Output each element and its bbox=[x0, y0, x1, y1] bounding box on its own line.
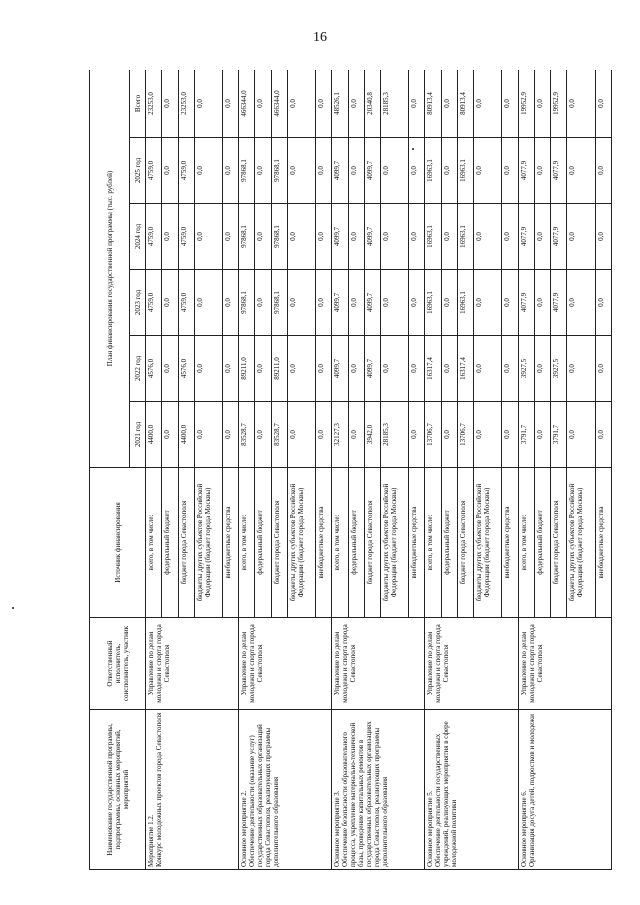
year-value-cell: 4099,7 bbox=[364, 138, 380, 204]
funding-source: бюджеты других субъектов Российской Федерации (бюджет города Москвы) bbox=[194, 468, 222, 618]
total-cell: 80913,4 bbox=[425, 70, 441, 138]
year-value-cell: 0,0 bbox=[348, 336, 364, 402]
year-value-cell: 0,0 bbox=[162, 336, 178, 402]
year-value-cell: 4099,7 bbox=[364, 336, 380, 402]
year-value-cell: 0,0 bbox=[381, 138, 409, 204]
funding-source: бюджет города Севастополя bbox=[271, 468, 287, 618]
total-cell: 0,0 bbox=[255, 70, 271, 138]
year-value-cell: 0,0 bbox=[316, 138, 332, 204]
total-cell: 0,0 bbox=[502, 70, 518, 138]
year-value-cell: 97868,1 bbox=[271, 138, 287, 204]
total-cell: 0,0 bbox=[409, 70, 425, 138]
year-value-cell: 97868,1 bbox=[271, 270, 287, 336]
year-value-cell: 4759,0 bbox=[178, 204, 194, 270]
year-value-cell: 83528,7 bbox=[271, 402, 287, 468]
year-value-cell: 4576,0 bbox=[146, 336, 162, 402]
year-value-cell: 0,0 bbox=[316, 204, 332, 270]
year-value-cell: 0,0 bbox=[474, 270, 502, 336]
funding-source: федеральный бюджет bbox=[534, 468, 550, 618]
total-cell: 0,0 bbox=[595, 70, 611, 138]
year-value-cell: 0,0 bbox=[441, 336, 457, 402]
funding-source: внебюджетные средства bbox=[222, 468, 238, 618]
year-value-cell: 16963,1 bbox=[425, 138, 441, 204]
year-value-cell: 4759,0 bbox=[146, 270, 162, 336]
year-value-cell: 0,0 bbox=[595, 138, 611, 204]
header-year: 2022 год bbox=[130, 336, 146, 402]
year-value-cell: 0,0 bbox=[502, 204, 518, 270]
year-value-cell: 0,0 bbox=[534, 270, 550, 336]
year-value-cell: 28185,3 bbox=[381, 402, 409, 468]
year-value-cell: 4099,7 bbox=[332, 204, 348, 270]
year-value-cell: 0,0 bbox=[348, 204, 364, 270]
activity-name: Основное мероприятие 6. Организация досуга детей, подростков и молодежи bbox=[518, 710, 611, 870]
year-value-cell: 4077,9 bbox=[551, 204, 567, 270]
year-value-cell: 0,0 bbox=[162, 270, 178, 336]
table-row bbox=[518, 70, 534, 870]
year-value-cell: 0,0 bbox=[595, 204, 611, 270]
funding-source: бюджеты других субъектов Российской Федерации (бюджет города Москвы) bbox=[287, 468, 315, 618]
year-value-cell: 0,0 bbox=[255, 138, 271, 204]
year-value-cell: 16317,4 bbox=[458, 336, 474, 402]
activity-name: Основное мероприятие 5. Обеспечение деятельности государственных учреждений, реализующих мероприятия в сфере молодежной политики bbox=[425, 710, 518, 870]
funding-source: бюджет города Севастополя bbox=[458, 468, 474, 618]
year-value-cell: 0,0 bbox=[567, 204, 595, 270]
year-value-cell: 0,0 bbox=[222, 402, 238, 468]
year-value-cell: 0,0 bbox=[162, 204, 178, 270]
total-cell: 0,0 bbox=[567, 70, 595, 138]
funding-source: бюджет города Севастополя bbox=[364, 468, 380, 618]
year-value-cell: 0,0 bbox=[502, 402, 518, 468]
year-value-cell: 0,0 bbox=[441, 204, 457, 270]
responsible-executor: Управление по делам молодежи и спорта города Севастополя bbox=[332, 618, 425, 710]
year-value-cell: 16963,1 bbox=[458, 270, 474, 336]
total-cell: 466344,0 bbox=[271, 70, 287, 138]
total-cell: 19952,9 bbox=[551, 70, 567, 138]
table-row bbox=[239, 70, 255, 870]
year-value-cell: 89211,0 bbox=[271, 336, 287, 402]
year-value-cell: 0,0 bbox=[409, 270, 425, 336]
year-value-cell: 0,0 bbox=[567, 336, 595, 402]
year-value-cell: 0,0 bbox=[441, 402, 457, 468]
year-value-cell: 4759,0 bbox=[178, 138, 194, 204]
funding-source: бюджет города Севастополя bbox=[178, 468, 194, 618]
year-value-cell: 0,0 bbox=[348, 138, 364, 204]
year-value-cell: 97868,1 bbox=[271, 204, 287, 270]
year-value-cell: 32127,3 bbox=[332, 402, 348, 468]
year-value-cell: 0,0 bbox=[316, 402, 332, 468]
year-value-cell: 0,0 bbox=[534, 138, 550, 204]
total-cell: 0,0 bbox=[287, 70, 315, 138]
funding-source: внебюджетные средства bbox=[595, 468, 611, 618]
year-value-cell: 0,0 bbox=[194, 270, 222, 336]
year-value-cell: 0,0 bbox=[287, 204, 315, 270]
funding-source: всего, в том числе: bbox=[332, 468, 348, 618]
year-value-cell: 0,0 bbox=[502, 138, 518, 204]
funding-source: бюджеты других субъектов Российской Федерации (бюджет города Москвы) bbox=[567, 468, 595, 618]
year-value-cell: 4077,9 bbox=[518, 270, 534, 336]
year-value-cell: 4759,0 bbox=[178, 270, 194, 336]
activity-name: Мероприятие 1.2. Конкурс молодежных проектов города Севастополя bbox=[146, 710, 239, 870]
rotated-table-wrapper bbox=[89, 70, 612, 870]
year-value-cell: 0,0 bbox=[194, 336, 222, 402]
year-value-cell: 0,0 bbox=[409, 204, 425, 270]
header-plan: План финансирования государственной программы (тыс. рублей) bbox=[90, 70, 130, 468]
year-value-cell: 0,0 bbox=[222, 336, 238, 402]
year-value-cell: 0,0 bbox=[595, 402, 611, 468]
year-value-cell: 0,0 bbox=[287, 270, 315, 336]
total-cell: 80913,4 bbox=[458, 70, 474, 138]
funding-source: федеральный бюджет bbox=[348, 468, 364, 618]
year-value-cell: 0,0 bbox=[474, 138, 502, 204]
funding-source: федеральный бюджет bbox=[255, 468, 271, 618]
activity-name: Основное мероприятие 2. Обеспечение деятельности (оказание услуг) государственных образовательных организаций города Севастополя, реализующих программы дополнительного образования bbox=[239, 710, 332, 870]
year-value-cell: 0,0 bbox=[409, 336, 425, 402]
funding-source: внебюджетные средства bbox=[502, 468, 518, 618]
funding-source: всего, в том числе: bbox=[146, 468, 162, 618]
year-value-cell: 4077,9 bbox=[551, 138, 567, 204]
year-value-cell: 0,0 bbox=[381, 270, 409, 336]
year-value-cell: 16963,1 bbox=[425, 270, 441, 336]
year-value-cell: 89211,0 bbox=[239, 336, 255, 402]
year-value-cell: 4400,0 bbox=[146, 402, 162, 468]
year-value-cell: 4576,0 bbox=[178, 336, 194, 402]
funding-source: внебюджетные средства bbox=[409, 468, 425, 618]
year-value-cell: 0,0 bbox=[255, 402, 271, 468]
year-value-cell: 4400,0 bbox=[178, 402, 194, 468]
year-value-cell: 13706,7 bbox=[425, 402, 441, 468]
year-value-cell: 83528,7 bbox=[239, 402, 255, 468]
total-cell: 0,0 bbox=[222, 70, 238, 138]
header-name: Наименование государственной программы, подпрограммы, основных мероприятий, мероприятий bbox=[90, 710, 146, 870]
funding-source: федеральный бюджет bbox=[441, 468, 457, 618]
total-cell: 28185,3 bbox=[381, 70, 409, 138]
year-value-cell: 0,0 bbox=[222, 138, 238, 204]
year-value-cell: 0,0 bbox=[287, 336, 315, 402]
year-value-cell: 0,0 bbox=[409, 402, 425, 468]
year-value-cell: 0,0 bbox=[381, 336, 409, 402]
year-value-cell: 0,0 bbox=[409, 138, 425, 204]
year-value-cell: 0,0 bbox=[567, 138, 595, 204]
year-value-cell: 0,0 bbox=[287, 402, 315, 468]
header-year: 2023 год bbox=[130, 270, 146, 336]
header-source: Источник финансирования bbox=[90, 468, 146, 618]
year-value-cell: 16963,1 bbox=[458, 204, 474, 270]
year-value-cell: 0,0 bbox=[316, 336, 332, 402]
year-value-cell: 0,0 bbox=[348, 270, 364, 336]
year-value-cell: 3927,5 bbox=[551, 336, 567, 402]
year-value-cell: 16963,1 bbox=[425, 204, 441, 270]
total-cell: 0,0 bbox=[162, 70, 178, 138]
year-value-cell: 0,0 bbox=[567, 402, 595, 468]
total-cell: 0,0 bbox=[316, 70, 332, 138]
responsible-executor: Управление по делам молодежи и спорта города Севастополя bbox=[146, 618, 239, 710]
total-cell: 0,0 bbox=[441, 70, 457, 138]
total-cell: 466344,0 bbox=[239, 70, 255, 138]
year-value-cell: 0,0 bbox=[194, 402, 222, 468]
year-value-cell: 4077,9 bbox=[518, 138, 534, 204]
funding-source: федеральный бюджет bbox=[162, 468, 178, 618]
year-value-cell: 0,0 bbox=[255, 270, 271, 336]
year-value-cell: 0,0 bbox=[255, 336, 271, 402]
document-page bbox=[89, 70, 612, 870]
year-value-cell: 0,0 bbox=[474, 336, 502, 402]
year-value-cell: 4099,7 bbox=[332, 336, 348, 402]
funding-source: всего, в том числе: bbox=[425, 468, 441, 618]
year-value-cell: 0,0 bbox=[381, 204, 409, 270]
year-value-cell: 0,0 bbox=[441, 270, 457, 336]
activity-name: Основное мероприятие 3. Обеспечение безопасности образовательного процесса, укрепление материально-технической базы, проведение капитальных ремонтов в государственных образовательных организациях города Севастополя, реализующих программы дополнительного образования bbox=[332, 710, 425, 870]
year-value-cell: 0,0 bbox=[222, 204, 238, 270]
year-value-cell: 97868,1 bbox=[239, 138, 255, 204]
year-value-cell: 13706,7 bbox=[458, 402, 474, 468]
header-responsible: Ответственный исполнитель, соисполнитель, участник bbox=[90, 618, 146, 710]
total-cell: 0,0 bbox=[534, 70, 550, 138]
header-year: 2025 год bbox=[130, 138, 146, 204]
year-value-cell: 4077,9 bbox=[518, 204, 534, 270]
year-value-cell: 0,0 bbox=[534, 204, 550, 270]
year-value-cell: 0,0 bbox=[534, 336, 550, 402]
year-value-cell: 0,0 bbox=[474, 402, 502, 468]
year-value-cell: 4099,7 bbox=[332, 270, 348, 336]
year-value-cell: 97868,1 bbox=[239, 204, 255, 270]
table-row bbox=[146, 70, 162, 870]
year-value-cell: 3927,5 bbox=[518, 336, 534, 402]
table-row bbox=[425, 70, 441, 870]
year-value-cell: 4077,9 bbox=[551, 270, 567, 336]
year-value-cell: 16317,4 bbox=[425, 336, 441, 402]
funding-source: всего, в том числе: bbox=[518, 468, 534, 618]
year-value-cell: 4099,7 bbox=[332, 138, 348, 204]
total-cell: 0,0 bbox=[348, 70, 364, 138]
year-value-cell: 0,0 bbox=[194, 204, 222, 270]
table-row bbox=[332, 70, 348, 870]
funding-source: внебюджетные средства bbox=[316, 468, 332, 618]
year-value-cell: 3791,7 bbox=[551, 402, 567, 468]
year-value-cell: 0,0 bbox=[502, 270, 518, 336]
total-cell: 0,0 bbox=[474, 70, 502, 138]
year-value-cell: 3942,0 bbox=[364, 402, 380, 468]
year-value-cell: 0,0 bbox=[194, 138, 222, 204]
total-cell: 48526,1 bbox=[332, 70, 348, 138]
year-value-cell: 4759,0 bbox=[146, 138, 162, 204]
funding-source: бюджет города Севастополя bbox=[551, 468, 567, 618]
table-body bbox=[146, 70, 612, 870]
funding-source: бюджеты других субъектов Российской Федерации (бюджет города Москвы) bbox=[381, 468, 409, 618]
year-value-cell: 0,0 bbox=[222, 270, 238, 336]
total-cell: 0,0 bbox=[194, 70, 222, 138]
year-value-cell: 0,0 bbox=[316, 270, 332, 336]
year-value-cell: 0,0 bbox=[287, 138, 315, 204]
year-value-cell: 0,0 bbox=[162, 138, 178, 204]
total-cell: 23253,0 bbox=[146, 70, 162, 138]
year-value-cell: 0,0 bbox=[348, 402, 364, 468]
year-value-cell: 0,0 bbox=[595, 336, 611, 402]
header-year: 2024 год bbox=[130, 204, 146, 270]
total-cell: 19952,9 bbox=[518, 70, 534, 138]
year-value-cell: 0,0 bbox=[255, 204, 271, 270]
header-year: 2021 год bbox=[130, 402, 146, 468]
funding-source: всего, в том числе: bbox=[239, 468, 255, 618]
year-value-cell: 0,0 bbox=[162, 402, 178, 468]
year-value-cell: 97868,1 bbox=[239, 270, 255, 336]
scan-speck bbox=[12, 607, 14, 609]
responsible-executor: Управление по делам молодежи и спорта города Севастополя bbox=[239, 618, 332, 710]
year-value-cell: 0,0 bbox=[595, 270, 611, 336]
year-value-cell: 4099,7 bbox=[364, 204, 380, 270]
total-cell: 20340,8 bbox=[364, 70, 380, 138]
year-value-cell: 16963,1 bbox=[458, 138, 474, 204]
year-value-cell: 0,0 bbox=[567, 270, 595, 336]
funding-source: бюджеты других субъектов Российской Федерации (бюджет города Москвы) bbox=[474, 468, 502, 618]
year-value-cell: 0,0 bbox=[474, 204, 502, 270]
total-cell: 23253,0 bbox=[178, 70, 194, 138]
year-value-cell: 4099,7 bbox=[364, 270, 380, 336]
year-value-cell: 0,0 bbox=[534, 402, 550, 468]
responsible-executor: Управление по делам молодежи и спорта города Севастополя bbox=[518, 618, 611, 710]
financing-table bbox=[89, 70, 612, 870]
header-total: Всего bbox=[130, 70, 146, 138]
year-value-cell: 0,0 bbox=[441, 138, 457, 204]
page-number: 16 bbox=[313, 30, 327, 45]
year-value-cell: 4759,0 bbox=[146, 204, 162, 270]
year-value-cell: 0,0 bbox=[502, 336, 518, 402]
year-value-cell: 3791,7 bbox=[518, 402, 534, 468]
responsible-executor: Управление по делам молодежи и спорта города Севастополя bbox=[425, 618, 518, 710]
